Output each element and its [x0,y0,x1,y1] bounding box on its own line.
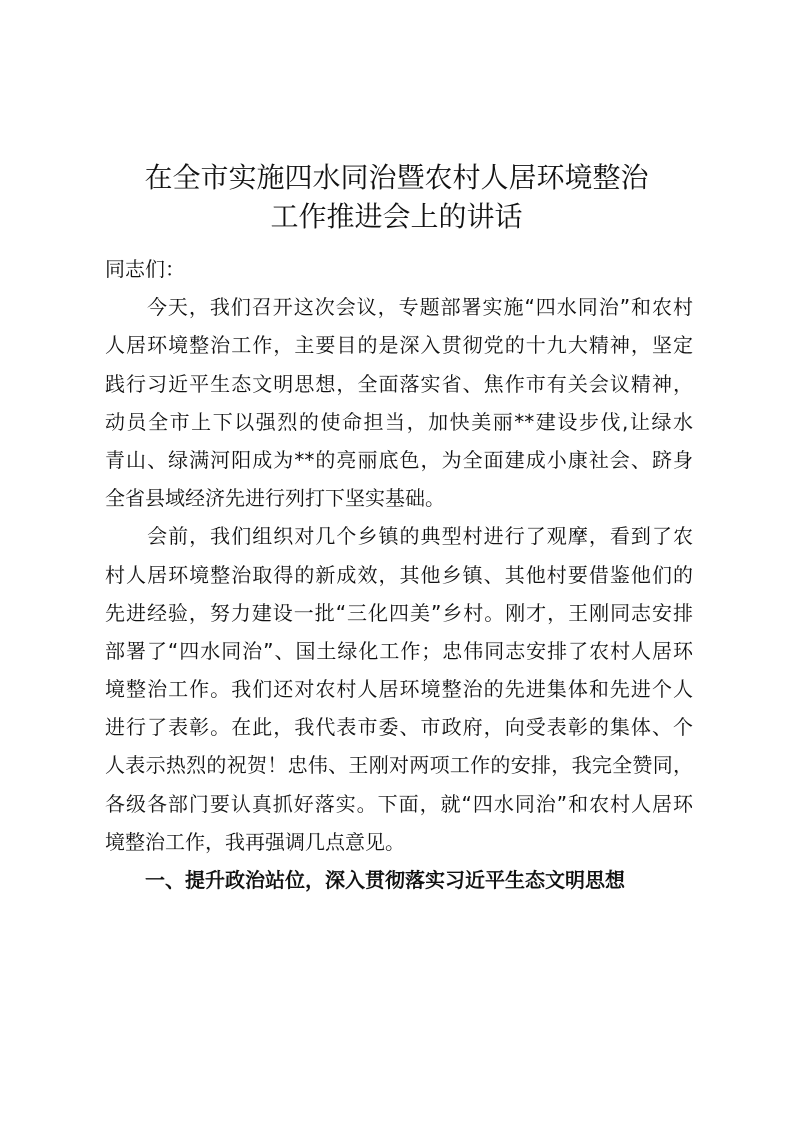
text-line: 进行了表彰。在此，我代表市委、市政府，向受表彰的集体、个 [105,715,693,740]
document-title-line-2: 工作推进会上的讲话 [270,200,523,233]
document-title-line-1: 在全市实施四水同治暨农村人居环境整治 [144,161,649,194]
text-line: 先进经验，努力建设一批“三化四美”乡村。刚才，王刚同志安排 [105,600,693,625]
text-line: 动员全市上下以强烈的使命担当，加快美丽**建设步伐,让绿水 [105,409,693,434]
text-line: 各级各部门要认真抓好落实。下面，就“四水同治”和农村人居环 [105,791,693,816]
text-line: 全省县域经济先进行列打下坚实基础。 [105,486,445,511]
text-line: 人表示热烈的祝贺！忠伟、王刚对两项工作的安排，我完全赞同， [105,753,693,778]
section-heading: 一、提升政治站位，深入贯彻落实习近平生态文明思想 [145,868,625,892]
document-body [105,250,693,899]
text-line: 部署了“四水同治”、国土绿化工作；忠伟同志安排了农村人居环 [105,638,693,663]
text-line: 村人居环境整治取得的新成效，其他乡镇、其他村要借鉴他们的 [105,562,693,587]
text-line: 人居环境整治工作，主要目的是深入贯彻党的十九大精神，坚定 [105,333,693,358]
text-line: 境整治工作。我们还对农村人居环境整治的先进集体和先进个人 [105,677,693,702]
paragraph-1 [105,288,693,517]
text-line: 青山、绿满河阳成为**的亮丽底色，为全面建成小康社会、跻身 [105,447,693,472]
text-line: 践行习近平生态文明思想，全面落实省、焦作市有关会议精神， [105,371,693,396]
text-line: 境整治工作，我再强调几点意见。 [105,829,405,854]
salutation: 同志们： [105,257,185,281]
text-line: 会前，我们组织对几个乡镇的典型村进行了观摩，看到了农 [105,524,693,549]
text-line: 今天，我们召开这次会议，专题部署实施“四水同治”和农村 [105,295,693,320]
paragraph-2 [105,517,693,861]
